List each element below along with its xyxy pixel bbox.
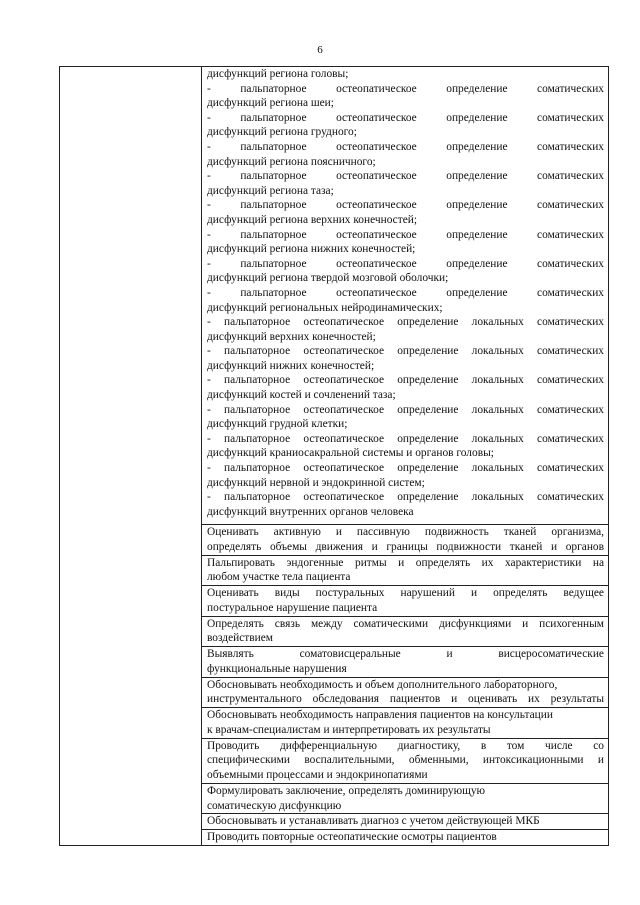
text-word: - (207, 170, 211, 183)
text-line: любом участке тела пациента (207, 571, 351, 584)
text-word: пальпаторное (240, 82, 307, 95)
text-word: - (207, 111, 211, 124)
skill-cell (202, 783, 609, 814)
text-word: остеопатическое (336, 111, 417, 124)
text-word: остеопатическое (336, 257, 417, 270)
text-word: пальпаторное (240, 286, 307, 299)
text-line: Проводить повторные остеопатические осмотры пациентов (207, 831, 497, 844)
text-line (207, 140, 604, 155)
text-line: дисфункций региональных нейродинамических; (207, 301, 443, 314)
skill-cell (202, 555, 609, 586)
text-line (207, 82, 604, 97)
text-line: - пальпаторное остеопатическое определение локальных соматических (207, 316, 604, 329)
text-line: дисфункций верхних конечностей; (207, 330, 376, 343)
text-word: определение (446, 140, 508, 153)
text-line: дисфункций региона твердой мозговой оболочки; (207, 272, 449, 285)
text-word: остеопатическое (336, 228, 417, 241)
skill-cell (202, 677, 609, 708)
text-line: дисфункций региона грудного; (207, 126, 357, 139)
text-line: Определять связь между соматическими дисфункциями и психогенным (207, 617, 604, 630)
text-line: дисфункций грудной клетки; (207, 418, 348, 431)
text-word: соматических (537, 140, 604, 153)
text-word: соматических (537, 111, 604, 124)
text-line: объемными процессами и эндокринопатиями (207, 768, 428, 781)
text-line: постуральное нарушение пациента (207, 601, 378, 614)
text-line (207, 169, 604, 184)
text-word: соматовисцеральные (299, 648, 401, 661)
text-word: пальпаторное (240, 140, 307, 153)
text-word: остеопатическое (336, 140, 417, 153)
skill-cell (202, 708, 609, 739)
text-word: Выявлять (207, 648, 254, 661)
text-line: - пальпаторное остеопатическое определение локальных соматических (207, 432, 604, 445)
text-line: Формулировать заключение, определять доминирующую (207, 784, 486, 797)
text-word: пальпаторное (240, 111, 307, 124)
text-line: дисфункций нервной и эндокринной систем; (207, 476, 425, 489)
text-line: дисфункций региона поясничного; (207, 155, 376, 168)
text-line: - пальпаторное остеопатическое определение локальных соматических (207, 462, 604, 475)
table-row-continuation (60, 67, 609, 525)
text-line: Оценивать активную и пассивную подвижность тканей организма, (207, 526, 604, 539)
text-line: дисфункций нижних конечностей; (207, 359, 375, 372)
text-word: остеопатическое (336, 170, 417, 183)
text-line (207, 647, 604, 662)
text-line: определять объемы движения и границы подвижности тканей и органов (207, 540, 604, 553)
text-line: Обосновывать необходимость направления пациентов на консультации (207, 709, 553, 722)
text-word: - (207, 228, 211, 241)
competency-table (59, 66, 609, 846)
skill-cell (202, 525, 609, 556)
text-word: определение (446, 199, 508, 212)
text-word: соматических (537, 199, 604, 212)
text-line: дисфункций региона шеи; (207, 97, 334, 110)
text-word: определение (446, 257, 508, 270)
skill-cell (202, 616, 609, 647)
text-word: определение (446, 228, 508, 241)
text-line (207, 257, 604, 272)
text-line: Обосновывать и устанавливать диагноз с учетом действующей МКБ (207, 815, 540, 828)
text-word: и (446, 648, 453, 661)
text-line: дисфункций костей и сочленений таза; (207, 389, 396, 402)
text-word: пальпаторное (240, 199, 307, 212)
text-word: соматических (537, 170, 604, 183)
text-line (207, 198, 604, 213)
text-word: пальпаторное (240, 170, 307, 183)
text-word: остеопатическое (336, 199, 417, 212)
text-line: - пальпаторное остеопатическое определение локальных соматических (207, 345, 604, 358)
text-word: определение (446, 170, 508, 183)
text-line: Пальпировать эндогенные ритмы и определять их характеристики на (207, 556, 604, 569)
text-word: соматических (537, 286, 604, 299)
page-number: 6 (317, 44, 323, 56)
text-word: определение (446, 82, 508, 95)
text-line: Проводить дифференциальную диагностику, в том числе со (207, 739, 604, 752)
text-line: дисфункций региона таза; (207, 184, 334, 197)
text-word: висцеросоматические (498, 648, 604, 661)
text-line: - пальпаторное остеопатическое определение локальных соматических (207, 374, 604, 387)
text-line (207, 111, 604, 126)
left-cell-empty (60, 67, 202, 846)
continuation-cell (202, 67, 609, 525)
text-word: - (207, 140, 211, 153)
text-word: - (207, 82, 211, 95)
text-line: дисфункций региона верхних конечностей; (207, 213, 418, 226)
text-line: воздействием (207, 632, 274, 645)
text-line: функциональные нарушения (207, 662, 347, 675)
text-word: - (207, 199, 211, 212)
text-line (207, 228, 604, 243)
text-word: соматических (537, 257, 604, 270)
text-line: - пальпаторное остеопатическое определение локальных соматических (207, 403, 604, 416)
table-body (60, 67, 609, 846)
text-word: остеопатическое (336, 286, 417, 299)
text-line: Оценивать виды постуральных нарушений и определять ведущее (207, 587, 604, 600)
skill-cell (202, 830, 609, 846)
text-word: пальпаторное (240, 257, 307, 270)
text-line: - пальпаторное остеопатическое определение локальных соматических (207, 491, 604, 504)
text-line: к врачам-специалистам и интерпретировать их результаты (207, 723, 491, 736)
skill-cell (202, 586, 609, 617)
skill-cell (202, 814, 609, 830)
text-line: инструментального обследования пациентов и оценивать их результаты (207, 693, 604, 706)
text-word: соматических (537, 228, 604, 241)
text-line: специфическими воспалительными, обменными, интоксикационными и (207, 754, 604, 767)
text-line (207, 286, 604, 301)
text-word: соматических (537, 82, 604, 95)
text-line: дисфункций внутренних органов человека (207, 505, 414, 518)
text-line: дисфункций региона головы; (207, 68, 349, 80)
text-word: - (207, 257, 211, 270)
skill-cell (202, 738, 609, 783)
text-word: определение (446, 111, 508, 124)
text-word: остеопатическое (336, 82, 417, 95)
text-line: соматическую дисфункцию (207, 799, 342, 812)
text-word: определение (446, 286, 508, 299)
skill-cell (202, 647, 609, 678)
text-line: дисфункций региона нижних конечностей; (207, 243, 416, 256)
text-line: дисфункций краниосакральной системы и органов головы; (207, 447, 494, 460)
text-word: - (207, 286, 211, 299)
text-word: пальпаторное (240, 228, 307, 241)
text-line: Обосновывать необходимость и объем дополнительного лабораторного, (207, 678, 558, 691)
